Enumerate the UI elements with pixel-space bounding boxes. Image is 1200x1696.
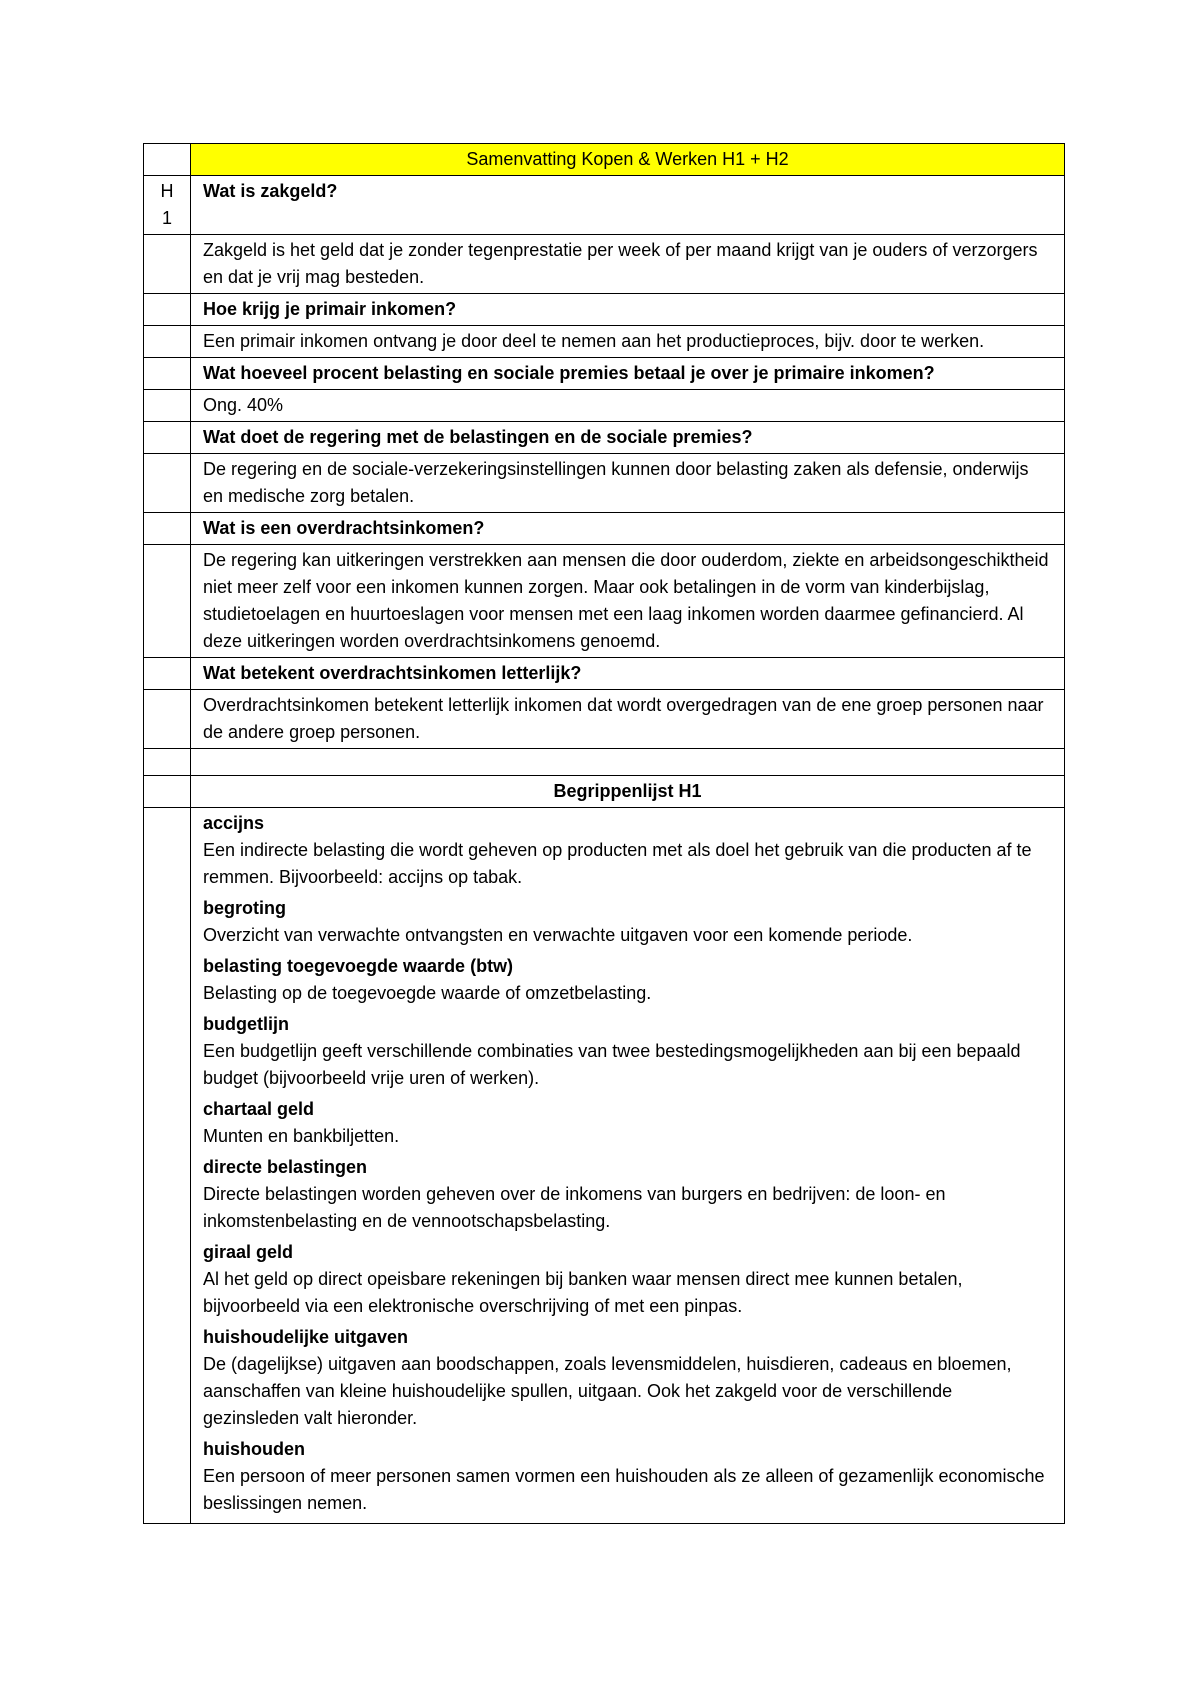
empty-cell bbox=[144, 422, 191, 454]
glossary-term: belasting toegevoegde waarde (btw) bbox=[203, 956, 514, 976]
glossary-term: chartaal geld bbox=[203, 1099, 315, 1119]
empty-cell bbox=[144, 390, 191, 422]
chapter-label-line1: H bbox=[160, 181, 174, 201]
answer-row bbox=[144, 235, 1065, 294]
document-title: Samenvatting Kopen & Werken H1 + H2 bbox=[191, 144, 1065, 176]
empty-row bbox=[144, 749, 1065, 776]
question-row bbox=[144, 358, 1065, 390]
glossary-definition: Een indirecte belasting die wordt geheven op producten met als doel het gebruik van die producten af te remmen. Bijvoorbeeld: accijns op tabak. bbox=[203, 840, 1032, 887]
empty-cell bbox=[144, 658, 191, 690]
summary-table bbox=[143, 143, 1065, 1524]
glossary-definition: Directe belastingen worden geheven over de inkomens van burgers en bedrijven: de loon- en inkomstenbelasting en de vennootschapsbelasting. bbox=[203, 1184, 946, 1231]
answer-row bbox=[144, 326, 1065, 358]
glossary-definition: Een persoon of meer personen samen vormen een huishouden als ze alleen of gezamenlijk economische beslissingen nemen. bbox=[203, 1466, 1045, 1513]
glossary-definition: Overzicht van verwachte ontvangsten en verwachte uitgaven voor een komende periode. bbox=[203, 925, 913, 945]
glossary-term: huishouden bbox=[203, 1439, 305, 1459]
empty-cell bbox=[144, 235, 191, 294]
answer-text: De regering kan uitkeringen verstrekken aan mensen die door ouderdom, ziekte en arbeidsongeschiktheid niet meer zelf voor een inkomen kunnen zorgen. Maar ook betalingen in de vorm van kinderbijslag, studietoelagen en huurtoeslagen voor mensen met een laag inkomen worden daarmee gefinancierd. Al deze uitkeringen worden overdrachtsinkomens genoemd. bbox=[191, 545, 1065, 658]
empty-cell bbox=[144, 358, 191, 390]
answer-text: Zakgeld is het geld dat je zonder tegenprestatie per week of per maand krijgt van je ouders of verzorgers en dat je vrij mag besteden. bbox=[191, 235, 1065, 294]
answer-row bbox=[144, 690, 1065, 749]
empty-cell bbox=[144, 749, 191, 776]
empty-cell bbox=[144, 545, 191, 658]
chapter-label bbox=[144, 176, 191, 235]
title-row bbox=[144, 144, 1065, 176]
glossary-definition: De (dagelijkse) uitgaven aan boodschappen, zoals levensmiddelen, huisdieren, cadeaus en bloemen, aanschaffen van kleine huishoudelijke spullen, uitgaan. Ook het zakgeld voor de verschillende gezinsleden valt hieronder. bbox=[203, 1354, 1012, 1428]
glossary-definition: Een budgetlijn geeft verschillende combinaties van twee bestedingsmogelijkheden aan bij een bepaald budget (bijvoorbeeld vrije uren of werken). bbox=[203, 1041, 1021, 1088]
empty-cell bbox=[144, 294, 191, 326]
empty-cell bbox=[144, 808, 191, 1524]
glossary-term: accijns bbox=[203, 813, 265, 833]
empty-cell bbox=[144, 690, 191, 749]
glossary-definition: Al het geld op direct opeisbare rekeningen bij banken waar mensen direct mee kunnen betalen, bijvoorbeeld via een elektronische overschrijving of met een pinpas. bbox=[203, 1269, 963, 1316]
empty-cell bbox=[191, 749, 1065, 776]
answer-text: De regering en de sociale-verzekeringsinstellingen kunnen door belasting zaken als defensie, onderwijs en medische zorg betalen. bbox=[191, 454, 1065, 513]
answer-text: Een primair inkomen ontvang je door deel te nemen aan het productieproces, bijv. door te werken. bbox=[191, 326, 1065, 358]
glossary-definition: Munten en bankbiljetten. bbox=[203, 1126, 400, 1146]
glossary-heading: Begrippenlijst H1 bbox=[191, 776, 1065, 808]
empty-cell bbox=[144, 776, 191, 808]
question-row bbox=[144, 513, 1065, 545]
question-row bbox=[144, 658, 1065, 690]
empty-cell bbox=[144, 144, 191, 176]
empty-cell bbox=[144, 513, 191, 545]
empty-cell bbox=[144, 326, 191, 358]
glossary-term: huishoudelijke uitgaven bbox=[203, 1327, 409, 1347]
question-text: Wat is zakgeld? bbox=[191, 176, 1065, 235]
chapter-label-line2: 1 bbox=[161, 208, 172, 228]
question-row bbox=[144, 176, 1065, 235]
answer-text: Ong. 40% bbox=[191, 390, 1065, 422]
glossary-list bbox=[191, 808, 1065, 1524]
answer-row bbox=[144, 454, 1065, 513]
question-text: Wat hoeveel procent belasting en sociale premies betaal je over je primaire inkomen? bbox=[191, 358, 1065, 390]
glossary-row bbox=[144, 808, 1065, 1524]
answer-row bbox=[144, 545, 1065, 658]
glossary-term: begroting bbox=[203, 898, 286, 918]
question-text: Wat doet de regering met de belastingen en de sociale premies? bbox=[191, 422, 1065, 454]
question-row bbox=[144, 294, 1065, 326]
answer-text: Overdrachtsinkomen betekent letterlijk inkomen dat wordt overgedragen van de ene groep personen naar de andere groep personen. bbox=[191, 690, 1065, 749]
glossary-term: giraal geld bbox=[203, 1242, 294, 1262]
glossary-term: budgetlijn bbox=[203, 1014, 289, 1034]
glossary-heading-row bbox=[144, 776, 1065, 808]
glossary-definition: Belasting op de toegevoegde waarde of omzetbelasting. bbox=[203, 983, 652, 1003]
glossary-term: directe belastingen bbox=[203, 1157, 368, 1177]
question-text: Hoe krijg je primair inkomen? bbox=[191, 294, 1065, 326]
answer-row bbox=[144, 390, 1065, 422]
question-text: Wat is een overdrachtsinkomen? bbox=[191, 513, 1065, 545]
empty-cell bbox=[144, 454, 191, 513]
question-row bbox=[144, 422, 1065, 454]
question-text: Wat betekent overdrachtsinkomen letterlijk? bbox=[191, 658, 1065, 690]
